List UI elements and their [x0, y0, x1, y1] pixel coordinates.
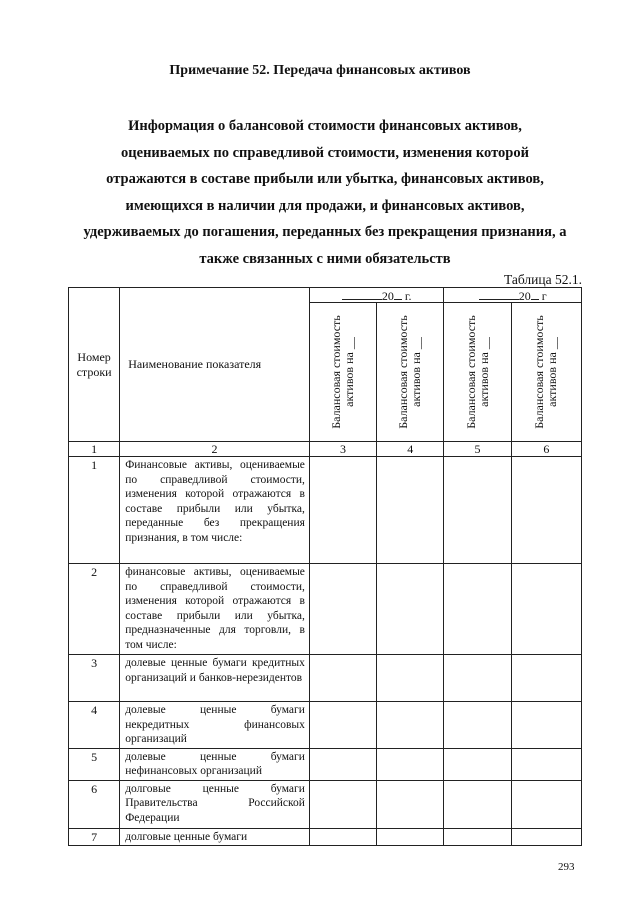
row-indicator-name: Финансовые активы, оцениваемые по справедливой стоимости, изменения которой отражаются в составе прибыли или убытка, переданные без прекращения признания, в том числе:	[120, 457, 310, 564]
header-value-line: активов на __	[409, 337, 424, 407]
year-header-row	[69, 288, 582, 303]
value-cell	[511, 655, 581, 702]
value-cell	[444, 457, 511, 564]
value-cell	[511, 828, 581, 846]
row-number: 3	[69, 655, 120, 702]
table-row	[69, 780, 582, 828]
value-cell	[377, 780, 444, 828]
page-number: 293	[558, 861, 575, 873]
heading-line: оцениваемых по справедливой стоимости, изменения которой	[121, 144, 529, 161]
header-value-line: активов на __	[545, 337, 560, 407]
column-index: 6	[511, 442, 581, 457]
column-index: 5	[444, 442, 511, 457]
value-cell	[309, 702, 376, 749]
header-value-col-6	[511, 303, 581, 442]
header-value-col-3	[309, 303, 376, 442]
value-cell	[511, 780, 581, 828]
row-number: 4	[69, 702, 120, 749]
row-indicator-name: долговые ценные бумаги Правительства Российской Федерации	[120, 780, 310, 828]
value-cell	[309, 457, 376, 564]
heading-line: Информация о балансовой стоимости финансовых активов,	[128, 118, 522, 134]
column-index-row	[69, 442, 582, 457]
row-number: 2	[69, 564, 120, 655]
row-number: 1	[69, 457, 120, 564]
header-value-line: Балансовая стоимость	[463, 315, 478, 429]
value-cell	[444, 780, 511, 828]
year-prefix: 20	[518, 289, 531, 303]
header-indicator-name: Наименование показателя	[120, 288, 310, 442]
table-row	[69, 457, 582, 564]
row-number: 7	[69, 828, 120, 846]
value-cell	[309, 564, 376, 655]
column-index: 1	[69, 442, 120, 457]
value-cell	[511, 457, 581, 564]
row-indicator-name: долевые ценные бумаги кредитных организаций и банков-нерезидентов	[120, 655, 310, 702]
value-cell	[377, 702, 444, 749]
value-cell	[377, 748, 444, 780]
column-index: 2	[120, 442, 310, 457]
column-index: 4	[377, 442, 444, 457]
header-value-col-5	[444, 303, 511, 442]
table-row	[69, 655, 582, 702]
value-cell	[511, 748, 581, 780]
table-row	[69, 702, 582, 749]
column-index: 3	[309, 442, 376, 457]
header-row-number	[69, 288, 120, 442]
value-cell	[377, 564, 444, 655]
row-indicator-name: финансовые активы, оцениваемые по справедливой стоимости, изменения которой отражаются в составе прибыли или убытка, предназначенные для торговли, в том числе:	[120, 564, 310, 655]
header-num-line: строки	[76, 364, 112, 379]
value-cell	[444, 564, 511, 655]
value-cell	[511, 564, 581, 655]
value-cell	[309, 780, 376, 828]
table-row	[69, 748, 582, 780]
value-cell	[377, 457, 444, 564]
row-number: 6	[69, 780, 120, 828]
value-cell	[309, 828, 376, 846]
table-row	[69, 828, 582, 846]
value-cell	[444, 702, 511, 749]
heading-line: отражаются в составе прибыли или убытка, финансовых активов,	[106, 171, 544, 187]
year-group-2	[444, 288, 582, 303]
heading-line: имеющихся в наличии для продажи, и финансовых активов,	[125, 197, 525, 214]
value-cell	[444, 828, 511, 846]
header-value-line: активов на __	[476, 337, 491, 407]
heading-line: удерживаемых до погашения, переданных без прекращения признания, а	[83, 224, 567, 240]
year-blank	[394, 289, 402, 300]
data-table	[68, 287, 582, 846]
header-value-line: активов на __	[342, 337, 357, 407]
value-cell	[377, 655, 444, 702]
year-blank	[342, 289, 382, 300]
row-indicator-name: долевые ценные бумаги некредитных финансовых организаций	[120, 702, 310, 749]
section-heading	[60, 113, 590, 272]
header-value-col-4	[377, 303, 444, 442]
year-blank	[479, 289, 519, 300]
value-cell	[309, 655, 376, 702]
table-row	[69, 564, 582, 655]
year-group-1	[309, 288, 444, 303]
year-suffix: г.	[404, 289, 412, 303]
header-value-line: Балансовая стоимость	[532, 315, 547, 429]
header-num-line: Номер	[77, 349, 111, 364]
value-cell	[511, 702, 581, 749]
row-indicator-name: долевые ценные бумаги нефинансовых организаций	[120, 748, 310, 780]
value-cell	[444, 655, 511, 702]
year-blank	[531, 289, 539, 300]
table-label: Таблица 52.1.	[504, 272, 582, 287]
heading-line: также связанных с ними обязательств	[199, 250, 451, 267]
value-cell	[377, 828, 444, 846]
header-value-line: Балансовая стоимость	[396, 315, 411, 429]
row-number: 5	[69, 748, 120, 780]
header-value-line: Балансовая стоимость	[329, 315, 344, 429]
value-cell	[444, 748, 511, 780]
year-suffix: г	[541, 289, 547, 303]
value-cell	[309, 748, 376, 780]
note-title: Примечание 52. Передача финансовых активов	[169, 63, 471, 78]
year-prefix: 20	[381, 289, 394, 303]
row-indicator-name: долговые ценные бумаги	[120, 828, 310, 846]
